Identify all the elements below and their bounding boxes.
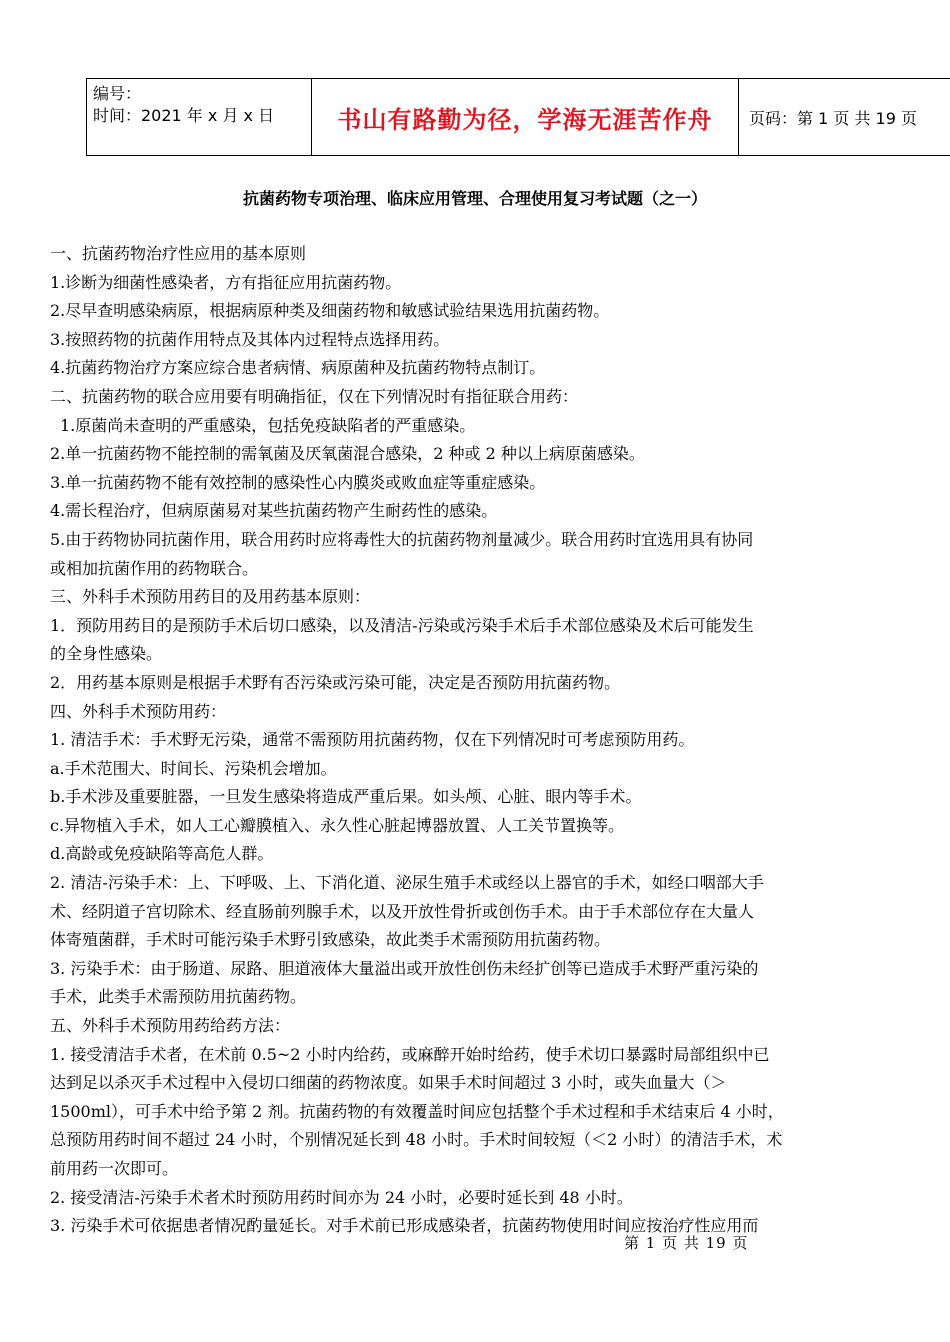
paragraph-line: 2．用药基本原则是根据手术野有否污染或污染可能，决定是否预防用抗菌药物。 — [50, 672, 621, 692]
paragraph-line: a.手术范围大、时间长、污染机会增加。 — [50, 758, 337, 778]
header-meta-cell — [86, 79, 312, 155]
header-page-cell — [739, 79, 950, 155]
page-footer: 第 1 页 共 19 页 — [624, 1234, 749, 1252]
paragraph-line: 1.诊断为细菌性感染者，方有指征应用抗菌药物。 — [50, 272, 402, 292]
paragraph-line: 1.原菌尚未查明的严重感染，包括免疫缺陷者的严重感染。 — [60, 415, 476, 435]
header-motto: 书山有路勤为径，学海无涯苦作舟 — [337, 105, 713, 134]
paragraph-line: 3. 污染手术可依据患者情况酌量延长。对手术前已形成感染者，抗菌药物使用时间应按治疗性应用而 — [50, 1216, 759, 1236]
document-number-label: 编号： — [93, 84, 142, 103]
document-body — [50, 240, 910, 1241]
paragraph-line: b.手术涉及重要脏器，一旦发生感染将造成严重后果。如头颅、心脏、眼内等手术。 — [50, 787, 642, 807]
document-time: 时间：2021 年 x 月 x 日 — [93, 106, 275, 125]
section-heading: 五、外科手术预防用药给药方法： — [50, 1016, 291, 1036]
section-heading: 一、抗菌药物治疗性应用的基本原则 — [50, 244, 307, 263]
section-heading: 三、外科手术预防用药目的及用药基本原则： — [50, 587, 371, 607]
paragraph-line: 或相加抗菌作用的药物联合。 — [50, 558, 259, 578]
paragraph-line: 4.抗菌药物治疗方案应综合患者病情、病原菌种及抗菌药物特点制订。 — [50, 358, 546, 378]
document-title: 抗菌药物专项治理、临床应用管理、合理使用复习考试题（之一） — [242, 189, 707, 208]
paragraph-line: 3.按照药物的抗菌作用特点及其体内过程特点选择用药。 — [50, 329, 450, 349]
paragraph-line: 体寄殖菌群，手术时可能污染手术野引致感染，故此类手术需预防用抗菌药物。 — [50, 930, 611, 950]
paragraph-line: 1. 清洁手术：手术野无污染，通常不需预防用抗菌药物，仅在下列情况时可考虑预防用药。 — [50, 730, 695, 750]
paragraph-line: 2. 接受清洁-污染手术者术时预防用药时间亦为 24 小时，必要时延长到 48 小时。 — [50, 1187, 633, 1207]
section-heading: 二、抗菌药物的联合应用要有明确指征，仅在下列情况时有指征联合用药： — [50, 386, 579, 406]
paragraph-line: 3.单一抗菌药物不能有效控制的感染性心内膜炎或败血症等重症感染。 — [50, 472, 546, 492]
paragraph-line: 术、经阴道子宫切除术、经直肠前列腺手术，以及开放性骨折或创伤手术。由于手术部位存在大量人 — [50, 901, 755, 921]
paragraph-line: 5.由于药物协同抗菌作用，联合用药时应将毒性大的抗菌药物剂量减少。联合用药时宜选用具有协同 — [50, 529, 754, 549]
paragraph-line: c.异物植入手术，如人工心瓣膜植入、永久性心脏起博器放置、人工关节置换等。 — [50, 815, 625, 835]
paragraph-line: 1. 接受清洁手术者，在术前 0.5~2 小时内给药，或麻醉开始时给药，使手术切口暴露时局部组织中已 — [50, 1044, 770, 1064]
paragraph-line: 手术，此类手术需预防用抗菌药物。 — [50, 987, 307, 1007]
paragraph-line: 3. 污染手术：由于肠道、尿路、胆道液体大量溢出或开放性创伤未经扩创等已造成手术野严重污染的 — [50, 958, 759, 978]
paragraph-line: 2.单一抗菌药物不能控制的需氧菌及厌氧菌混合感染，2 种或 2 种以上病原菌感染。 — [50, 444, 645, 464]
paragraph-line: 达到足以杀灭手术过程中入侵切口细菌的药物浓度。如果手术时间超过 3 小时，或失血量大（＞ — [50, 1073, 727, 1093]
paragraph-line: 2.尽早查明感染病原，根据病原种类及细菌药物和敏感试验结果选用抗菌药物。 — [50, 301, 610, 321]
paragraph-line: 前用药一次即可。 — [50, 1159, 179, 1178]
paragraph-line: 1500ml），可手术中给予第 2 剂。抗菌药物的有效覆盖时间应包括整个手术过程和手术结束后 4 小时， — [50, 1101, 784, 1121]
paragraph-line: 的全身性感染。 — [50, 644, 163, 664]
paragraph-line: 4.需长程治疗，但病原菌易对某些抗菌药物产生耐药性的感染。 — [50, 501, 498, 521]
paragraph-line: 2. 清洁-污染手术：上、下呼吸、上、下消化道、泌尿生殖手术或经以上器官的手术，如经口咽部大手 — [50, 873, 764, 893]
header-motto-cell — [312, 79, 739, 155]
header-table — [86, 78, 950, 156]
paragraph-line: 1．预防用药目的是预防手术后切口感染，以及清洁-污染或污染手术后手术部位感染及术后可能发生 — [50, 615, 754, 635]
paragraph-line: d.高龄或免疫缺陷等高危人群。 — [50, 844, 274, 864]
header-page-info: 页码：第 1 页 共 19 页 — [749, 108, 917, 128]
paragraph-line: 总预防用药时间不超过 24 小时，个别情况延长到 48 小时。手术时间较短（＜2 小时）的清洁手术，术 — [50, 1130, 783, 1150]
section-heading: 四、外科手术预防用药： — [50, 701, 227, 721]
